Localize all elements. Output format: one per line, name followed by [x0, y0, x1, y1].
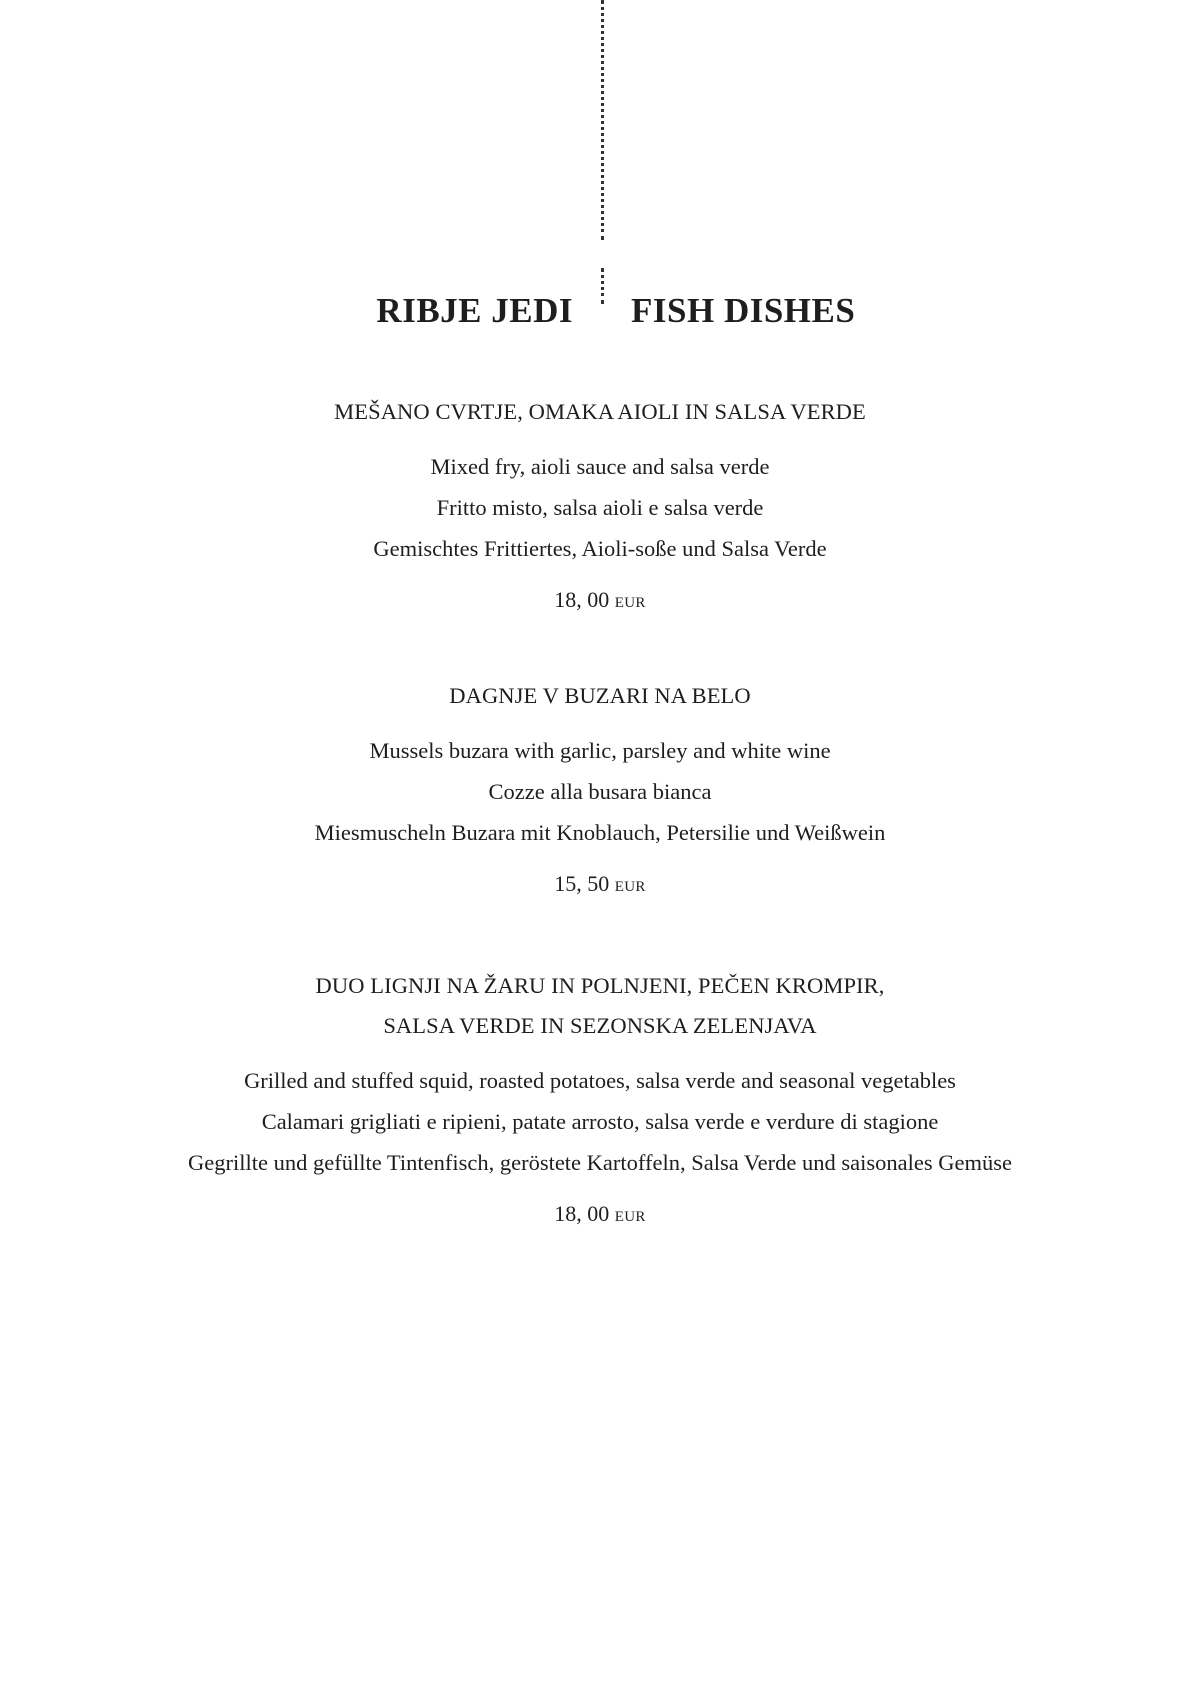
translation-italian: Fritto misto, salsa aioli e salsa verde: [436, 495, 764, 520]
dish-translations: [0, 446, 1200, 569]
translation-german: Gegrillte und gefüllte Tintenfisch, geröstete Kartoffeln, Salsa Verde und saisonales Gemüse: [188, 1150, 1012, 1175]
price-amount: 15, 50: [554, 871, 610, 896]
page-title-slovene: RIBJE JEDI: [376, 291, 573, 331]
dish-translations: [0, 730, 1200, 853]
dish-price: [0, 869, 1200, 902]
price-amount: 18, 00: [554, 587, 610, 612]
price-currency: EUR: [614, 1209, 646, 1225]
translation-italian: Cozze alla busara bianca: [488, 779, 712, 804]
dish-name: MEŠANO CVRTJE, OMAKA AIOLI IN SALSA VERDE: [334, 399, 866, 424]
translation-english: Mixed fry, aioli sauce and salsa verde: [430, 454, 770, 479]
dish-price: [0, 585, 1200, 618]
page-title-english: FISH DISHES: [631, 291, 856, 331]
dish-translations: [0, 1060, 1200, 1183]
dish-name: DAGNJE V BUZARI NA BELO: [449, 683, 751, 708]
translation-german: Miesmuscheln Buzara mit Knoblauch, Petersilie und Weißwein: [314, 820, 886, 845]
menu-item: [0, 966, 1200, 1232]
menu-item: [0, 392, 1200, 618]
translation-german: Gemischtes Frittiertes, Aioli-soße und Salsa Verde: [373, 536, 827, 561]
dish-name-line-2: SALSA VERDE IN SEZONSKA ZELENJAVA: [383, 1013, 817, 1038]
dotted-divider-top: [601, 0, 604, 240]
translation-italian: Calamari grigliati e ripieni, patate arrosto, salsa verde e verdure di stagione: [261, 1109, 939, 1134]
dish-price: [0, 1199, 1200, 1232]
price-currency: EUR: [614, 595, 646, 611]
menu-item: [0, 676, 1200, 902]
translation-english: Grilled and stuffed squid, roasted potatoes, salsa verde and seasonal vegetables: [244, 1068, 956, 1093]
price-amount: 18, 00: [554, 1201, 610, 1226]
price-currency: EUR: [614, 879, 646, 895]
translation-english: Mussels buzara with garlic, parsley and white wine: [369, 738, 831, 763]
dish-name-line-1: DUO LIGNJI NA ŽARU IN POLNJENI, PEČEN KROMPIR,: [315, 973, 885, 998]
dotted-divider-title: [601, 268, 604, 304]
